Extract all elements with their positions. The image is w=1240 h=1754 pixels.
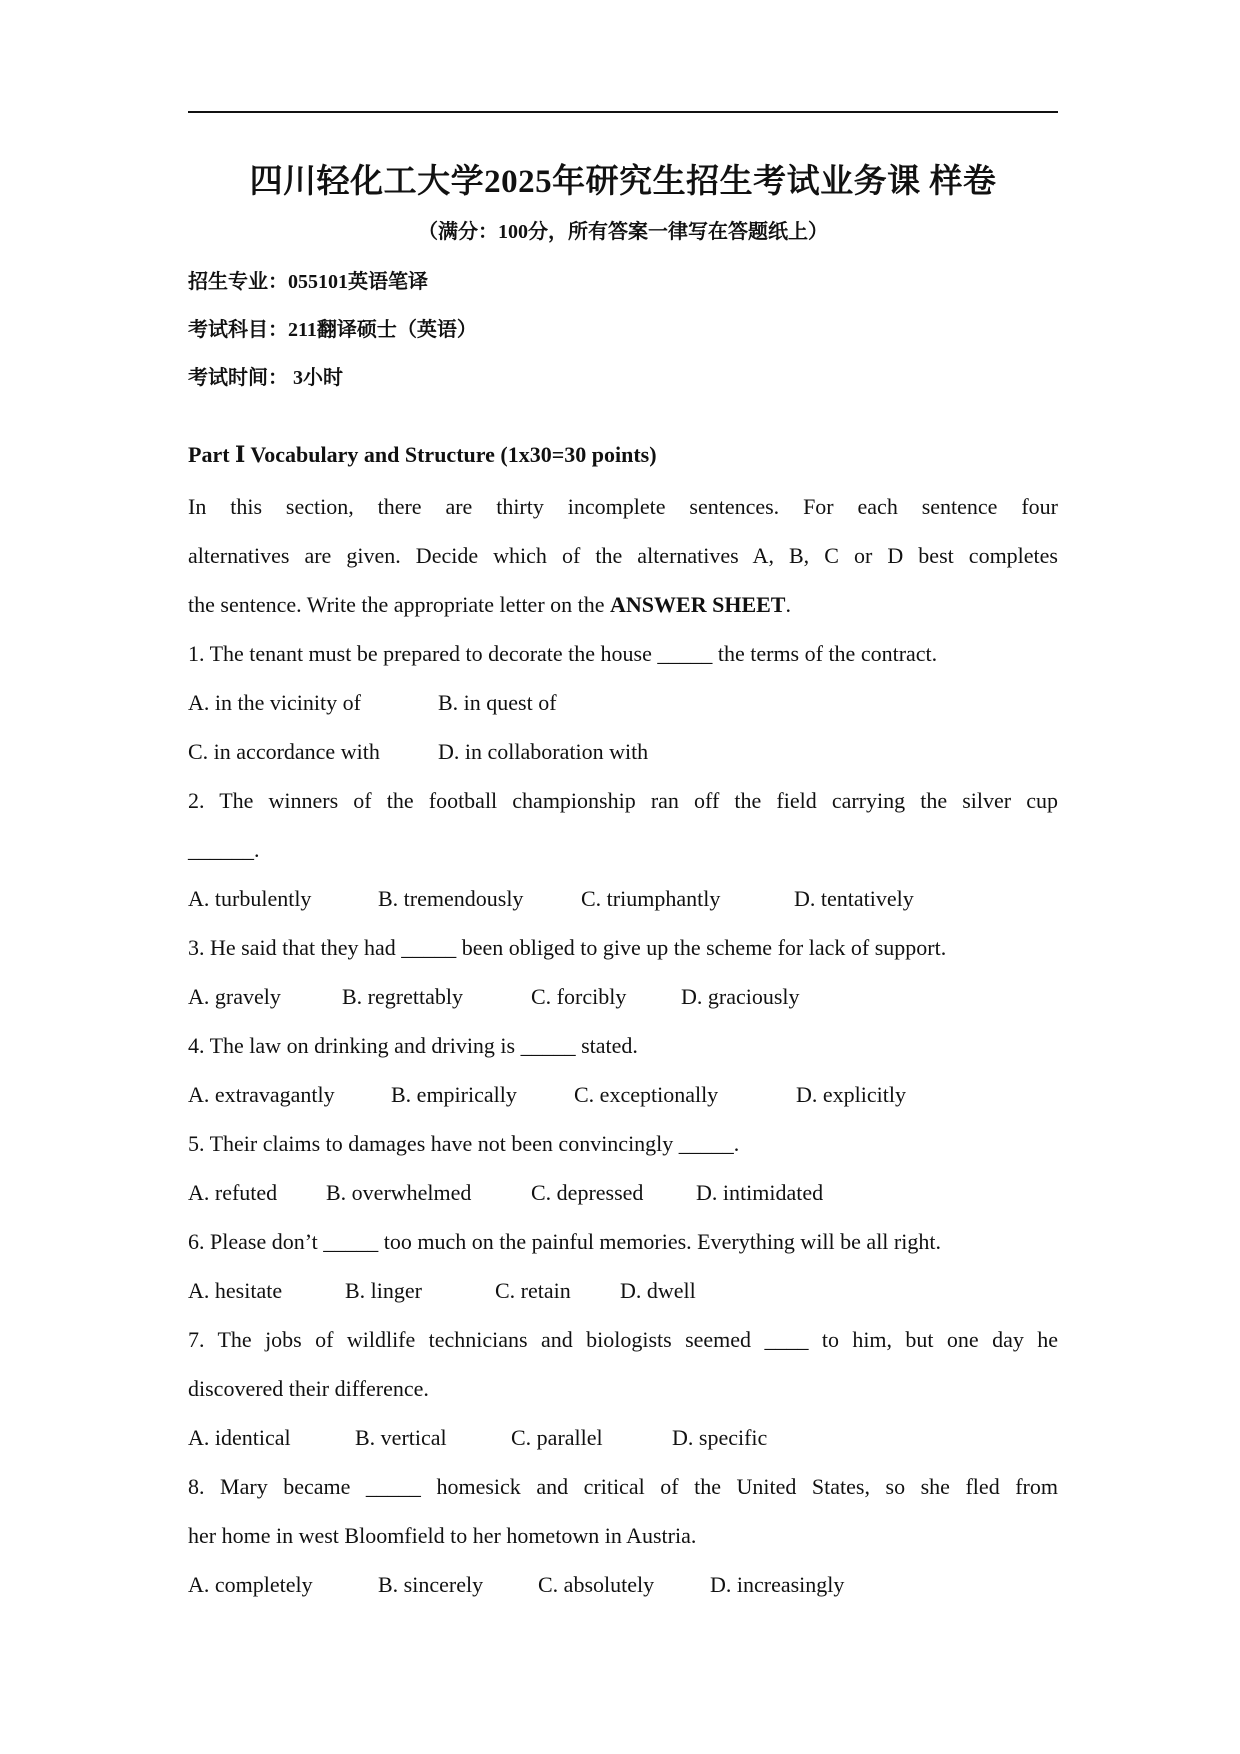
option-b: B. vertical: [355, 1425, 447, 1450]
exam-meta: [188, 268, 1058, 392]
question-1: 1. The tenant must be prepared to decorate the house _____ the terms of the contract.: [188, 641, 938, 666]
option-a: A. refuted: [188, 1180, 278, 1205]
question-2-line-1: 2. The winners of the football championship ran off the field carrying the silver cup: [188, 788, 1058, 813]
question-5-options: [188, 1168, 1058, 1217]
meta-major: 招生专业：055101英语笔译: [188, 271, 428, 293]
option-d: D. explicitly: [796, 1082, 906, 1107]
option-a: A. gravely: [188, 984, 281, 1009]
option-b: B. sincerely: [378, 1572, 484, 1597]
question-6: 6. Please don’t _____ too much on the painful memories. Everything will be all right.: [188, 1229, 941, 1254]
question-2-options: [188, 874, 1058, 923]
option-d: D. dwell: [620, 1278, 696, 1303]
option-c: C. triumphantly: [581, 886, 721, 911]
header-rule: [188, 111, 1058, 113]
question-8-line-1: 8. Mary became _____ homesick and critical of the United States, so she fled from: [188, 1474, 1058, 1499]
question-5: 5. Their claims to damages have not been convincingly _____.: [188, 1131, 740, 1156]
option-d: D. graciously: [681, 984, 800, 1009]
option-b: B. in quest of: [438, 690, 557, 715]
instructions-line-3: [188, 580, 1058, 629]
question-6-options: [188, 1266, 1058, 1315]
question-1-options-row-1: [188, 678, 1058, 727]
question-7-line-2: discovered their difference.: [188, 1376, 429, 1401]
option-c: C. exceptionally: [574, 1082, 719, 1107]
option-a: A. hesitate: [188, 1278, 283, 1303]
option-c: C. retain: [495, 1278, 571, 1303]
question-1-options-row-2: [188, 727, 1058, 776]
question-3: 3. He said that they had _____ been obliged to give up the scheme for lack of support.: [188, 935, 947, 960]
option-c: C. parallel: [511, 1425, 603, 1450]
question-4: 4. The law on drinking and driving is _____ stated.: [188, 1033, 638, 1058]
question-2-line-2: ______.: [188, 837, 260, 862]
option-a: A. completely: [188, 1572, 313, 1597]
option-b: B. linger: [345, 1278, 422, 1303]
option-c: C. forcibly: [531, 984, 627, 1009]
option-a: A. turbulently: [188, 886, 312, 911]
option-a: A. identical: [188, 1425, 291, 1450]
option-d: D. tentatively: [794, 886, 914, 911]
option-d: D. intimidated: [696, 1180, 824, 1205]
option-b: B. regrettably: [342, 984, 463, 1009]
option-a: A. extravagantly: [188, 1082, 335, 1107]
option-b: B. overwhelmed: [326, 1180, 472, 1205]
question-7-line-1: 7. The jobs of wildlife technicians and biologists seemed ____ to him, but one day he: [188, 1327, 1058, 1352]
answer-sheet-label: ANSWER SHEET: [610, 592, 786, 617]
question-4-options: [188, 1070, 1058, 1119]
option-c: C. depressed: [531, 1180, 644, 1205]
option-b: B. tremendously: [378, 886, 524, 911]
exam-title: 四川轻化工大学2025年研究生招生考试业务课 样卷: [249, 164, 997, 200]
meta-subject: 考试科目：211翻译硕士（英语）: [188, 319, 477, 341]
instructions-line-1: In this section, there are thirty incomplete sentences. For each sentence four: [188, 494, 1058, 519]
page-content: [188, 160, 1058, 1609]
option-c: C. in accordance with: [188, 739, 380, 764]
question-8-line-2: her home in west Bloomfield to her hometown in Austria.: [188, 1523, 697, 1548]
option-d: D. specific: [672, 1425, 768, 1450]
instructions-text: the sentence. Write the appropriate letter on the: [188, 592, 611, 617]
question-3-options: [188, 972, 1058, 1021]
question-7-options: [188, 1413, 1058, 1462]
instructions-period: .: [785, 592, 791, 617]
option-d: D. in collaboration with: [438, 739, 649, 764]
instructions-line-2: alternatives are given. Decide which of the alternatives A, B, C or D best completes: [188, 543, 1058, 568]
question-8-options: [188, 1560, 1058, 1609]
option-a: A. in the vicinity of: [188, 690, 361, 715]
meta-time: 考试时间： 3小时: [188, 367, 343, 389]
section-title: Part Ⅰ Vocabulary and Structure (1x30=30 points): [188, 442, 657, 467]
exam-subtitle: （满分：100分，所有答案一律写在答题纸上）: [418, 221, 828, 243]
option-b: B. empirically: [391, 1082, 517, 1107]
option-d: D. increasingly: [710, 1572, 845, 1597]
option-c: C. absolutely: [538, 1572, 655, 1597]
